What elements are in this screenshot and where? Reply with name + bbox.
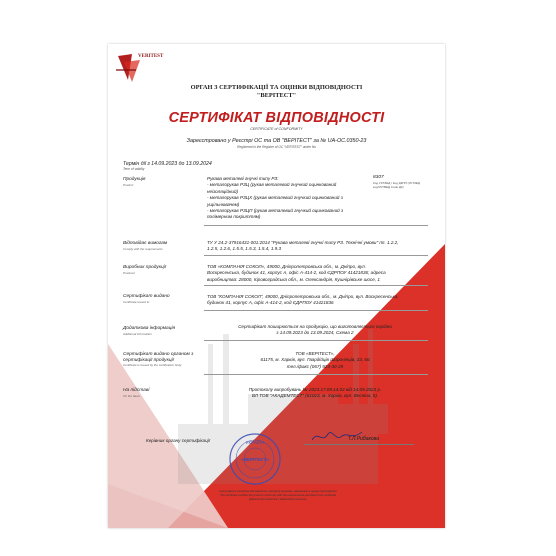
validity-term: Термін дії з 14.09.2023 до 13.09.2024 <box>123 161 212 167</box>
registration-number: Зареєстровано у Реєстрі ОС та ОВ "ВЕРІТЕСТ" за № UA-OC.0350-23 <box>186 138 367 144</box>
logo-brand: VERITEST <box>138 54 164 59</box>
official-stamp <box>228 432 282 486</box>
issued-to-label-text: Сертифікат видано <box>123 294 170 299</box>
footer-line: Дійсний без додатків / Valid without annexes <box>249 496 307 501</box>
organ-line-1: ОРГАН З СЕРТИФІКАЦІЇ ТА ОЦІНКИ ВІДПОВІДНОСТІ <box>190 84 363 91</box>
additional-label <box>123 326 205 336</box>
product-label-en: Product <box>123 182 134 187</box>
manufacturer-label-text: Виробник продукції <box>123 265 166 270</box>
divider <box>204 340 428 341</box>
body-label-text: Сертифікат видано органом з сертифікації продукції <box>123 352 194 363</box>
product-label <box>123 177 205 187</box>
body-line: тел./факс (067) 924-30-29 <box>286 363 344 369</box>
divider <box>204 255 428 256</box>
manufacturer-line: ТОВ «КОМПАНІЯ СОКОЛ», 49000, Дніпропетровська обл., м. Дніпро, вул. <box>207 264 366 269</box>
issued-to-label <box>123 294 205 304</box>
footer-note <box>168 490 388 501</box>
manufacturer-line: виробництва: 28000, Кіровоградська обл., м. Олександрія, Кушнірівське шосе, 1 <box>207 276 380 282</box>
product-line: - металорукав РЗЦП (рукав металевий гнучкий оцинкований з <box>207 208 344 214</box>
basis-label-en: On the basis <box>123 393 140 398</box>
manufacturer-value <box>207 264 423 283</box>
basis-value <box>207 387 423 400</box>
product-line: полімерним покриттям) <box>207 214 261 220</box>
product-line: Рукава металеві гнучкі типу РЗ: <box>207 176 279 181</box>
signature-label: Керівник органу сертифікації <box>146 438 210 443</box>
compliance-value <box>207 240 423 253</box>
product-code: 8307 <box>373 175 384 180</box>
divider <box>204 225 428 226</box>
manufacturer-line: Воскресенська, будинок 41, корпус А, офіс А-414-2, код ЄДРПОУ 41421836; адреса <box>207 270 386 276</box>
footer-line: Сертифікат засвідчує відповідність продукції вимогам, наведеним в цьому сертифікаті <box>219 489 337 493</box>
footer-line: The certificate certifies the product conformity with the requirements specified in the certificate <box>219 492 337 497</box>
basis-line: Протоколу випробувань № 2023.17.09.14.02 від 14.09.2023 р. <box>248 387 382 392</box>
validity-term-sub: Term of validity <box>123 167 145 171</box>
compliance-line: 1.2.5, 1.2.6, 1.5.5, 1.5.3, 1.5.4, 1.9.3 <box>207 246 282 252</box>
body-line: ТОВ «ВЕРІТЕСТ», <box>295 351 335 356</box>
product-line: ущільнювачем) <box>207 201 240 207</box>
registration-sub: Registered in the Register of OC "VERITEST" under No <box>237 145 316 149</box>
issued-to-line: ТОВ "КОМПАНІЯ СОКОЛ", 49000, Дніпропетровська обл., м. Дніпро, вул. Воскресенська, <box>207 294 399 299</box>
issued-to-value <box>207 294 423 307</box>
product-code-note: Код УКТЗЕД / Код ДКПП (УКТЗЕД код/УКТВЕД Code ДК) <box>373 181 420 189</box>
additional-label-en: Additional information <box>123 331 152 336</box>
product-value <box>207 176 367 221</box>
compliance-label <box>123 241 205 251</box>
product-line: неізоляційний) <box>207 188 239 194</box>
compliance-label-en: Comply with the requirements <box>123 246 163 251</box>
signature-line <box>304 444 414 445</box>
additional-line: з 14.09.2023 до 13.09.2024, Схема 2 <box>276 330 354 336</box>
basis-label <box>123 388 205 398</box>
signatory-name: Т.Л.Рибакова <box>348 436 379 442</box>
divider <box>204 374 428 375</box>
body-value <box>207 351 423 370</box>
body-label <box>123 352 205 367</box>
product-label-text: Продукція <box>123 177 146 182</box>
compliance-line: ТУ У 24.2-37916431-001:2014 "Рукава металеві гнучкі типу РЗ. Технічні умови" пп. 1.2.2, <box>207 240 399 245</box>
manufacturer-label <box>123 265 205 275</box>
stamp-mid-text: «ВЕРІТЕСТ» <box>241 457 269 462</box>
certificate-title-en: CERTIFICATE of CONFORMITY <box>250 127 303 131</box>
stamp-top-text: УКРАЇНА <box>245 440 265 445</box>
divider <box>204 285 428 286</box>
organ-line-2: "ВЕРІТЕСТ" <box>256 92 297 99</box>
additional-label-text: Додаткова інформація <box>123 326 176 331</box>
divider <box>204 310 428 311</box>
organ-heading <box>108 84 445 100</box>
manufacturer-label-en: Producer <box>123 270 136 275</box>
additional-line: Сертифікат поширюється на продукцію, що виготовляється серійно <box>238 324 392 329</box>
basis-line: ВЛ ТОВ "АКАДЕМТЕСТ" (61023, м. Харків, вул. Весніна, 5). <box>251 393 379 399</box>
certificate-sheet <box>108 44 445 528</box>
body-line: 61175, м. Харків, вул. Гвардійців Широнінців, 33, 66 <box>260 357 370 363</box>
basis-label-text: На підставі <box>123 388 150 393</box>
issued-to-label-en: Certificate issued to <box>123 299 150 304</box>
compliance-label-text: Відповідає вимогам <box>123 241 168 246</box>
issued-to-line: будинок 41, корпус А, офіс А-414-2, код ЄДРПОУ 41421836 <box>207 300 334 306</box>
product-line: - металорукав РЗЦ (рукав металевий гнучкий оцинкований <box>207 182 337 188</box>
body-label-en: Certificate is issued by the certification body <box>123 363 182 368</box>
additional-value <box>207 324 423 337</box>
product-line: - металорукав РЗЦХ (рукав металевий гнучкий оцинкований з <box>207 195 343 201</box>
certificate-title: СЕРТИФІКАТ ВІДПОВІДНОСТІ <box>168 110 385 126</box>
